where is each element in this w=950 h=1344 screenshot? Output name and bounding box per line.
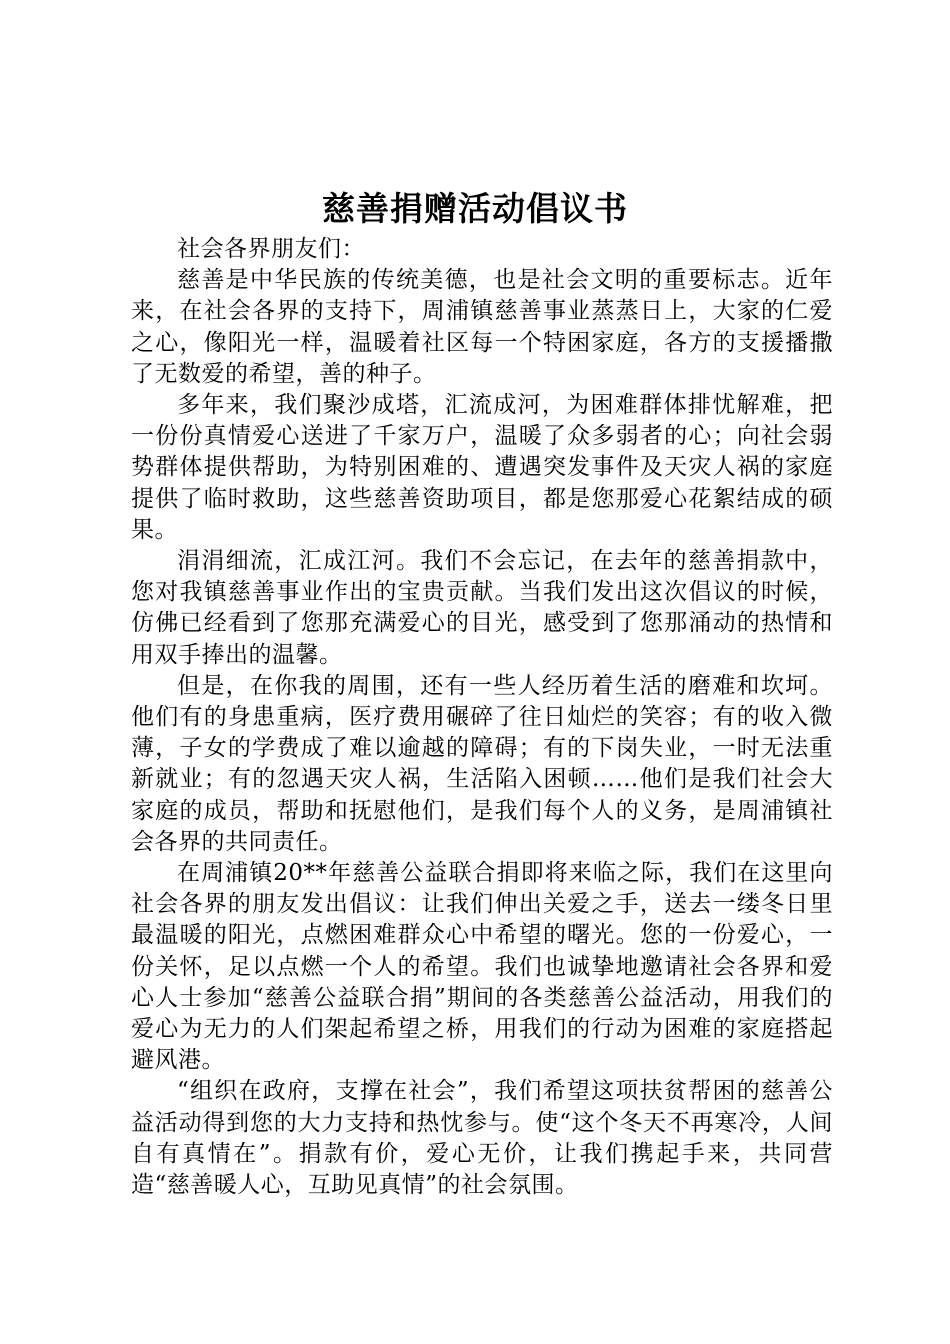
paragraph: 多年来，我们聚沙成塔，汇流成河，为困难群体排忧解难，把一份份真情爱心送进了千家万户，温暖了众多弱者的心；向社会弱势群体提供帮助，为特别困难的、遭遇突发事件及天灾人祸的家庭提供了临时救助，这些慈善资助项目，都是您那爱心花絮结成的硕果。 — [131, 392, 833, 543]
document-body — [131, 234, 833, 1201]
paragraph: 但是，在你我的周围，还有一些人经历着生活的磨难和坎坷。他们有的身患重病，医疗费用碾碎了往日灿烂的笑容；有的收入微薄，子女的学费成了难以逾越的障碍；有的下岗失业，一时无法重新就业；有的忽遇天灾人祸，生活陷入困顿……他们是我们社会大家庭的成员，帮助和抚慰他们，是我们每个人的义务，是周浦镇社会各界的共同责任。 — [131, 672, 833, 855]
document-title: 慈善捐赠活动倡议书 — [322, 189, 628, 228]
salutation: 社会各界朋友们： — [177, 236, 365, 262]
paragraph: “组织在政府，支撑在社会”，我们希望这项扶贫帮困的慈善公益活动得到您的大力支持和热忱参与。使“这个冬天不再寒冷，人间自有真情在”。捐款有价，爱心无价，让我们携起手来，共同营造“慈善暖人心，互助见真情”的社会氛围。 — [131, 1078, 833, 1199]
paragraph: 在周浦镇20**年慈善公益联合捐即将来临之际，我们在这里向社会各界的朋友发出倡议：让我们伸出关爱之手，送去一缕冬日里最温暖的阳光，点燃困难群众心中希望的曙光。您的一份爱心，一份关怀，足以点燃一个人的希望。我们也诚挚地邀请社会各界和爱心人士参加“慈善公益联合捐”期间的各类慈善公益活动，用我们的爱心为无力的人们架起希望之桥，用我们的行动为困难的家庭搭起避风港。 — [131, 860, 833, 1074]
paragraph: 慈善是中华民族的传统美德，也是社会文明的重要标志。近年来，在社会各界的支持下，周浦镇慈善事业蒸蒸日上，大家的仁爱之心，像阳光一样，温暖着社区每一个特困家庭，各方的支援播撒了无数爱的希望，善的种子。 — [131, 267, 833, 387]
paragraph: 涓涓细流，汇成江河。我们不会忘记，在去年的慈善捐款中，您对我镇慈善事业作出的宝贵贡献。当我们发出这次倡议的时候，仿佛已经看到了您那充满爱心的目光，感受到了您那涌动的热情和用双手捧出的温馨。 — [131, 548, 833, 668]
